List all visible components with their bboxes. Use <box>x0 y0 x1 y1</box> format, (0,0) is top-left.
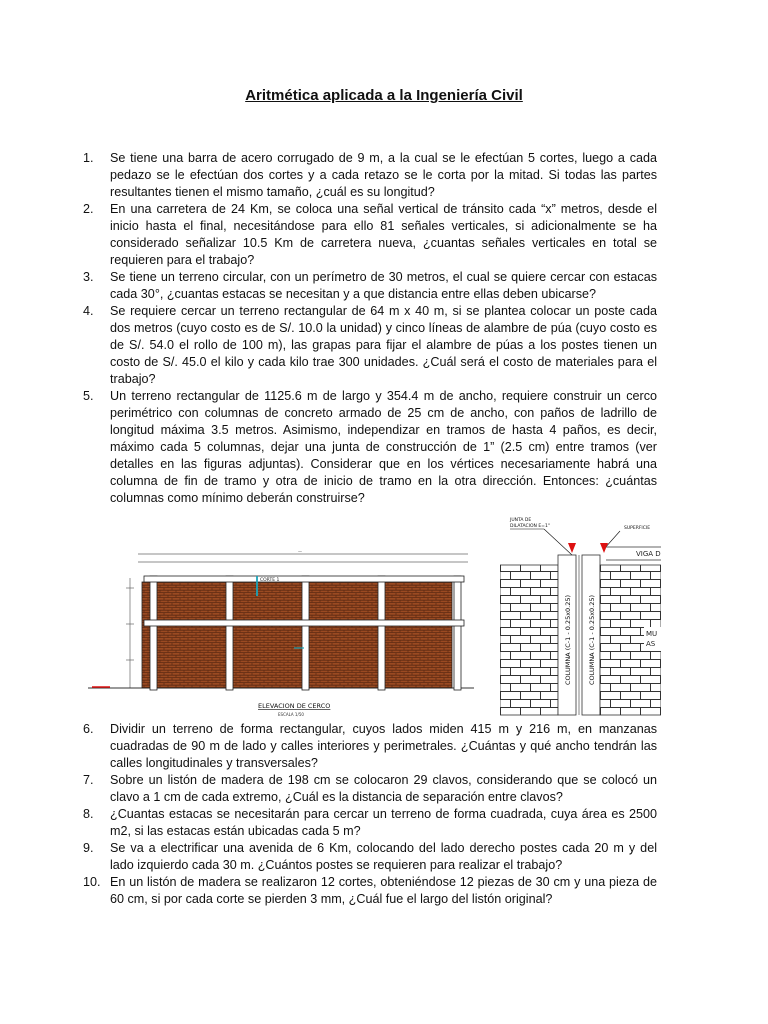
question-number: 1. <box>83 151 94 165</box>
question-item <box>83 840 657 874</box>
svg-text:—: — <box>298 549 302 554</box>
question-item <box>83 874 657 908</box>
question-text: Se requiere cercar un terreno rectangular de 64 m x 40 m, si se plantea colocar un poste cada dos metros (cuyo costo es de S/. 10.0 la unidad) y cinco líneas de alambre de púa (cuyo costo es de S/. 54.0 el rollo de 100 m), las grapas para fijar el alambre de púas a los postes tienen un costo de S/. 45.0 el kilo y cada kilo trae 300 unidades. ¿Cuál será el costo de materiales para el trabajo? <box>110 304 657 386</box>
question-number: 8. <box>83 807 94 821</box>
question-text: En un listón de madera se realizaron 12 cortes, obteniéndose 12 piezas de 30 cm y una pieza de 60 cm, si por cada corte se pierden 3 mm, ¿Cuál fue el largo del listón original? <box>110 875 657 906</box>
question-number: 9. <box>83 841 94 855</box>
corte-label: CORTE 1 <box>260 578 280 583</box>
question-text: Dividir un terreno de forma rectangular, cuyos lados miden 415 m y 216 m, en manzanas cuadradas de 90 m de lado y calles interiores y perimetrales. ¿Cuántas y qué ancho tendrán las calles longitudinales y transversales? <box>110 722 657 770</box>
question-text: ¿Cuantas estacas se necesitarán para cercar un terreno de forma cuadrada, cuya área es 2500 m2, si las estacas están ubicadas cada 5 m? <box>110 807 657 838</box>
document-title: Aritmética aplicada a la Ingeniería Civil <box>245 87 523 104</box>
column-label-2: COLUMNA (C-1 - 0.25x0.25) <box>588 594 596 685</box>
question-list-part1 <box>83 150 657 507</box>
question-text: Se tiene un terreno circular, con un perímetro de 30 metros, el cual se quiere cercar con estacas cada 30°, ¿cuantas estacas se necesitan y a que distancia entre ellas deben ubicarse? <box>110 270 657 301</box>
question-list-part2 <box>83 721 657 908</box>
question-text: Se tiene una barra de acero corrugado de 9 m, a la cual se le efectúan 5 cortes, luego a cada pedazo se le efectúan dos cortes y a cada retazo se le corta por la mitad. Si todas las partes resultantes tienen el mismo tamaño, ¿cuál es su longitud? <box>110 151 657 199</box>
side-label-1: MU <box>646 630 658 638</box>
question-number: 3. <box>83 270 94 284</box>
elevation-caption: ELEVACION DE CERCO <box>258 702 331 710</box>
question-item <box>83 388 657 507</box>
column-label-1: COLUMNA (C-1 - 0.25x0.25) <box>564 594 572 685</box>
elevation-scale: ESCALA 1/50 <box>278 712 304 717</box>
question-number: 7. <box>83 773 94 787</box>
question-item <box>83 269 657 303</box>
question-number: 2. <box>83 202 94 216</box>
question-text: Sobre un listón de madera de 198 cm se colocaron 29 clavos, considerando que se colocó un clavo a 1 cm de cada extremo, ¿Cuál es la distancia de separación entre clavos? <box>110 773 657 804</box>
question-item <box>83 303 657 388</box>
question-item <box>83 201 657 269</box>
question-text: Se va a electrificar una avenida de 6 Km, colocando del lado derecho postes cada 20 m y del lado izquierdo cada 30 m. ¿Cuántos postes se requieren para realizar el trabajo? <box>110 841 657 872</box>
question-number: 5. <box>83 389 94 403</box>
joint-detail-figure <box>500 515 661 720</box>
side-label-2: AS <box>646 640 656 648</box>
question-number: 10. <box>83 875 101 889</box>
junta-label-1: JUNTA DE <box>510 518 532 523</box>
question-item <box>83 721 657 772</box>
viga-label: VIGA D <box>636 550 661 558</box>
question-text: Un terreno rectangular de 1125.6 m de largo y 354.4 m de ancho, requiere construir un cerco perimétrico con columnas de concreto armado de 25 cm de ancho, con paños de ladrillo de longitud máxima 3.5 metros. Asimismo, independizar en tramos de hasta 4 paños, es decir, máximo cada 5 columnas, dejar una junta de construcción de 1” (2.5 cm) entre tramos (ver detalles en las figuras adjuntas). Considerar que en los vértices necesariamente habrá una columna de fin de tramo y otra de inicio de tramo en la otra dirección. Entonces: ¿cuántas columnas como mínimo deberán construirse? <box>110 389 657 505</box>
question-item <box>83 772 657 806</box>
question-number: 6. <box>83 722 94 736</box>
junta-label-2: DILATACION E=1" <box>510 524 550 529</box>
question-number: 4. <box>83 304 94 318</box>
superficie-label: SUPERFICIE <box>624 526 651 531</box>
fence-elevation-figure <box>88 548 478 720</box>
question-item <box>83 150 657 201</box>
question-text: En una carretera de 24 Km, se coloca una señal vertical de tránsito cada “x” metros, desde el inicio hasta el final, necesitándose para ello 81 señales verticales, si adicionalmente se ha considerado señalizar 10.5 Km de carretera nueva, ¿cuantas señales verticales en total se requieren para el trabajo? <box>110 202 657 267</box>
question-item <box>83 806 657 840</box>
